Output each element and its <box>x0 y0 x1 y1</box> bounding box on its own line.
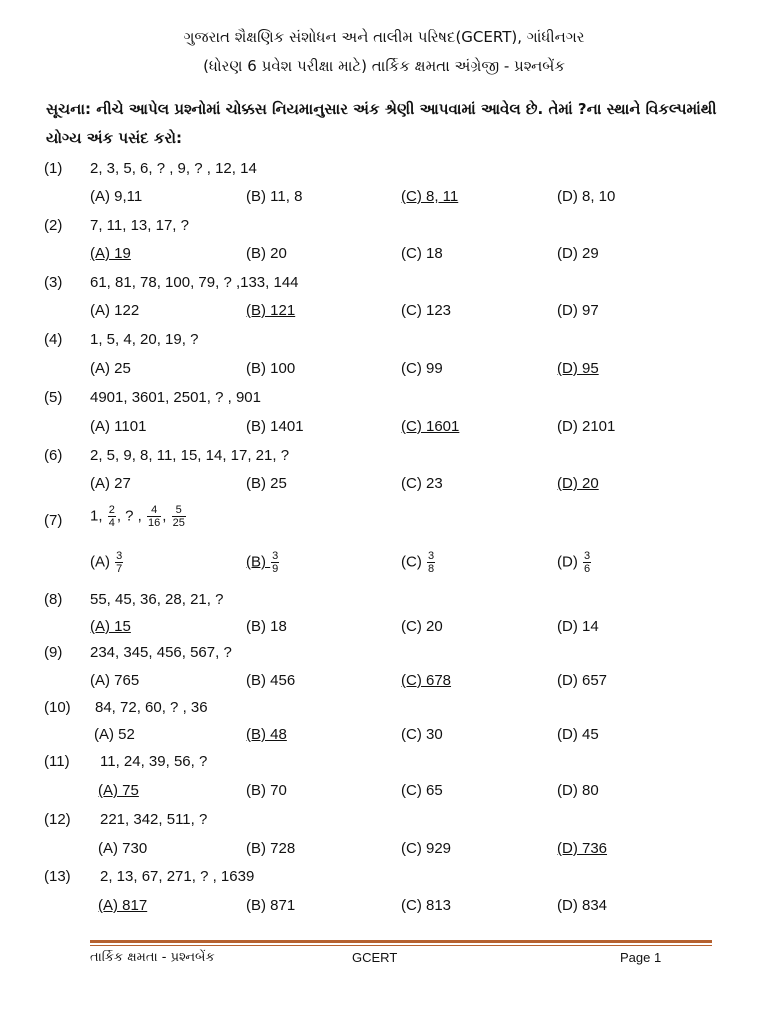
question-series: 221, 342, 511, ? <box>100 811 208 828</box>
numerator: 4 <box>147 504 161 517</box>
option-a: (A) 122 <box>90 302 140 319</box>
question-number: (9) <box>44 644 63 661</box>
question-number: (6) <box>44 447 63 464</box>
option-label: (C) <box>401 553 422 571</box>
fraction <box>147 504 161 529</box>
option-a: (A) 730 <box>98 840 148 857</box>
question-number: (10) <box>44 699 71 716</box>
question-series: 2, 5, 9, 8, 11, 15, 14, 17, 21, ? <box>90 447 290 464</box>
option-label: (D) <box>557 553 578 571</box>
option-d-correct: (D) 20 <box>557 475 599 492</box>
question-series: 7, 11, 13, 17, ? <box>90 217 189 234</box>
option-label: (B) <box>246 553 266 571</box>
question-series: 84, 72, 60, ? , 36 <box>95 699 208 716</box>
instruction-text: સૂચના: નીચે આપેલ પ્રશ્નોમાં ચોક્કસ નિયમાનુસાર અંક શ્રેણી આપવામાં આવેલ છે. તેમાં ?ના સ્થાને વિકલ્પમાંથી યોગ્ય અંક પસંદ કરો: <box>46 100 717 147</box>
option-c-correct: (C) 678 <box>401 672 452 689</box>
option-b: (B) 20 <box>246 245 287 262</box>
option-label: (A) <box>90 553 110 571</box>
question-series: 2, 13, 67, 271, ? , 1639 <box>100 868 255 885</box>
option-d: (D) 29 <box>557 245 599 262</box>
option-a: (A) 765 <box>90 672 140 689</box>
option-d: (D) 97 <box>557 302 599 319</box>
footer-left-text: તાર્કિક ક્ષમતા - પ્રશ્નબેંક <box>90 950 215 965</box>
question-number: (5) <box>44 389 63 406</box>
option-d-correct: (D) 736 <box>557 840 608 857</box>
question-series: 234, 345, 456, 567, ? <box>90 644 232 661</box>
option-b: (B) 728 <box>246 840 296 857</box>
option-c: (C) 30 <box>401 726 443 743</box>
numerator: 3 <box>116 550 123 562</box>
option-b: (B) 100 <box>246 360 296 377</box>
question-series <box>90 504 187 529</box>
fraction <box>108 504 116 529</box>
denominator: 25 <box>172 517 185 529</box>
denominator: 9 <box>272 563 279 575</box>
footer-center-text: GCERT <box>352 950 398 965</box>
option-d: (D) 657 <box>557 672 608 689</box>
numerator: 2 <box>108 504 115 516</box>
option-b: (B) 871 <box>246 897 296 914</box>
option-a-correct: (A) 75 <box>98 782 139 799</box>
question-number: (3) <box>44 274 63 291</box>
option-d: (D) 2101 <box>557 418 616 435</box>
option-d: (D) 8, 10 <box>557 188 616 205</box>
denominator: 8 <box>428 563 435 575</box>
option-d-correct: (D) 95 <box>557 360 599 377</box>
option-a-correct: (A) 19 <box>90 245 131 262</box>
option-b-correct: (B) 121 <box>246 302 296 319</box>
option-b-correct <box>246 550 280 575</box>
numerator: 3 <box>272 550 279 562</box>
denominator: 16 <box>148 517 161 529</box>
option-a-correct: (A) 15 <box>90 618 131 635</box>
option-c-correct: (C) 8, 11 <box>401 188 459 205</box>
denominator: 6 <box>584 563 591 575</box>
question-series: 2, 3, 5, 6, ? , 9, ? , 12, 14 <box>90 160 257 177</box>
series-lead: 1, <box>90 507 103 525</box>
question-number: (1) <box>44 160 63 177</box>
option-a: (A) 52 <box>94 726 135 743</box>
fraction <box>583 550 591 575</box>
option-a: (A) 27 <box>90 475 131 492</box>
option-c: (C) 18 <box>401 245 443 262</box>
option-a: (A) 25 <box>90 360 131 377</box>
option-b: (B) 456 <box>246 672 296 689</box>
question-number: (13) <box>44 868 71 885</box>
header-subtitle: (ધોરણ 6 પ્રવેશ પરીક્ષા માટે) તાર્કિક ક્ષમતા અંગ્રેજી - પ્રશ્નબેંક <box>203 57 565 75</box>
option-c: (C) 65 <box>401 782 443 799</box>
option-b-correct: (B) 48 <box>246 726 287 743</box>
option-d: (D) 80 <box>557 782 599 799</box>
denominator: 4 <box>108 517 115 529</box>
denominator: 7 <box>116 563 123 575</box>
header-title: ગુજરાત શૈક્ષણિક સંશોધન અને તાલીમ પરિષદ(GCERT), ગાંધીનગર <box>183 28 585 46</box>
option-b: (B) 70 <box>246 782 287 799</box>
option-b: (B) 25 <box>246 475 287 492</box>
question-series: 61, 81, 78, 100, 79, ? ,133, 144 <box>90 274 299 291</box>
question-series: 4901, 3601, 2501, ? , 901 <box>90 389 261 406</box>
question-number: (11) <box>44 753 70 770</box>
option-d: (D) 14 <box>557 618 599 635</box>
option-c: (C) 813 <box>401 897 452 914</box>
option-c: (C) 123 <box>401 302 452 319</box>
option-a-correct: (A) 817 <box>98 897 148 914</box>
fraction <box>427 550 435 575</box>
option-d: (D) 45 <box>557 726 599 743</box>
option-a <box>90 550 124 575</box>
page-number: Page 1 <box>620 950 662 965</box>
option-c: (C) 929 <box>401 840 452 857</box>
series-separator: , <box>162 507 167 525</box>
question-number: (12) <box>44 811 71 828</box>
option-c-correct: (C) 1601 <box>401 418 460 435</box>
fraction <box>271 550 279 575</box>
question-series: 1, 5, 4, 20, 19, ? <box>90 331 199 348</box>
question-series: 11, 24, 39, 56, ? <box>100 753 208 770</box>
question-series: 55, 45, 36, 28, 21, ? <box>90 591 224 608</box>
option-c: (C) 99 <box>401 360 443 377</box>
question-number: (4) <box>44 331 63 348</box>
footer-divider-thin <box>90 945 712 946</box>
numerator: 5 <box>172 504 186 517</box>
option-d: (D) 834 <box>557 897 608 914</box>
fraction <box>172 504 186 529</box>
series-gap: , ? , <box>116 507 142 525</box>
option-a: (A) 9,11 <box>90 188 143 205</box>
option-a: (A) 1101 <box>90 418 147 435</box>
fraction <box>115 550 123 575</box>
option-c: (C) 20 <box>401 618 443 635</box>
option-b: (B) 18 <box>246 618 287 635</box>
option-c: (C) 23 <box>401 475 443 492</box>
numerator: 3 <box>428 550 435 562</box>
option-c <box>401 550 436 575</box>
numerator: 3 <box>584 550 591 562</box>
question-number: (8) <box>44 591 63 608</box>
option-d <box>557 550 592 575</box>
option-b: (B) 11, 8 <box>246 188 303 205</box>
question-number: (2) <box>44 217 63 234</box>
footer-divider <box>90 940 712 943</box>
option-b: (B) 1401 <box>246 418 304 435</box>
question-number: (7) <box>44 512 63 529</box>
